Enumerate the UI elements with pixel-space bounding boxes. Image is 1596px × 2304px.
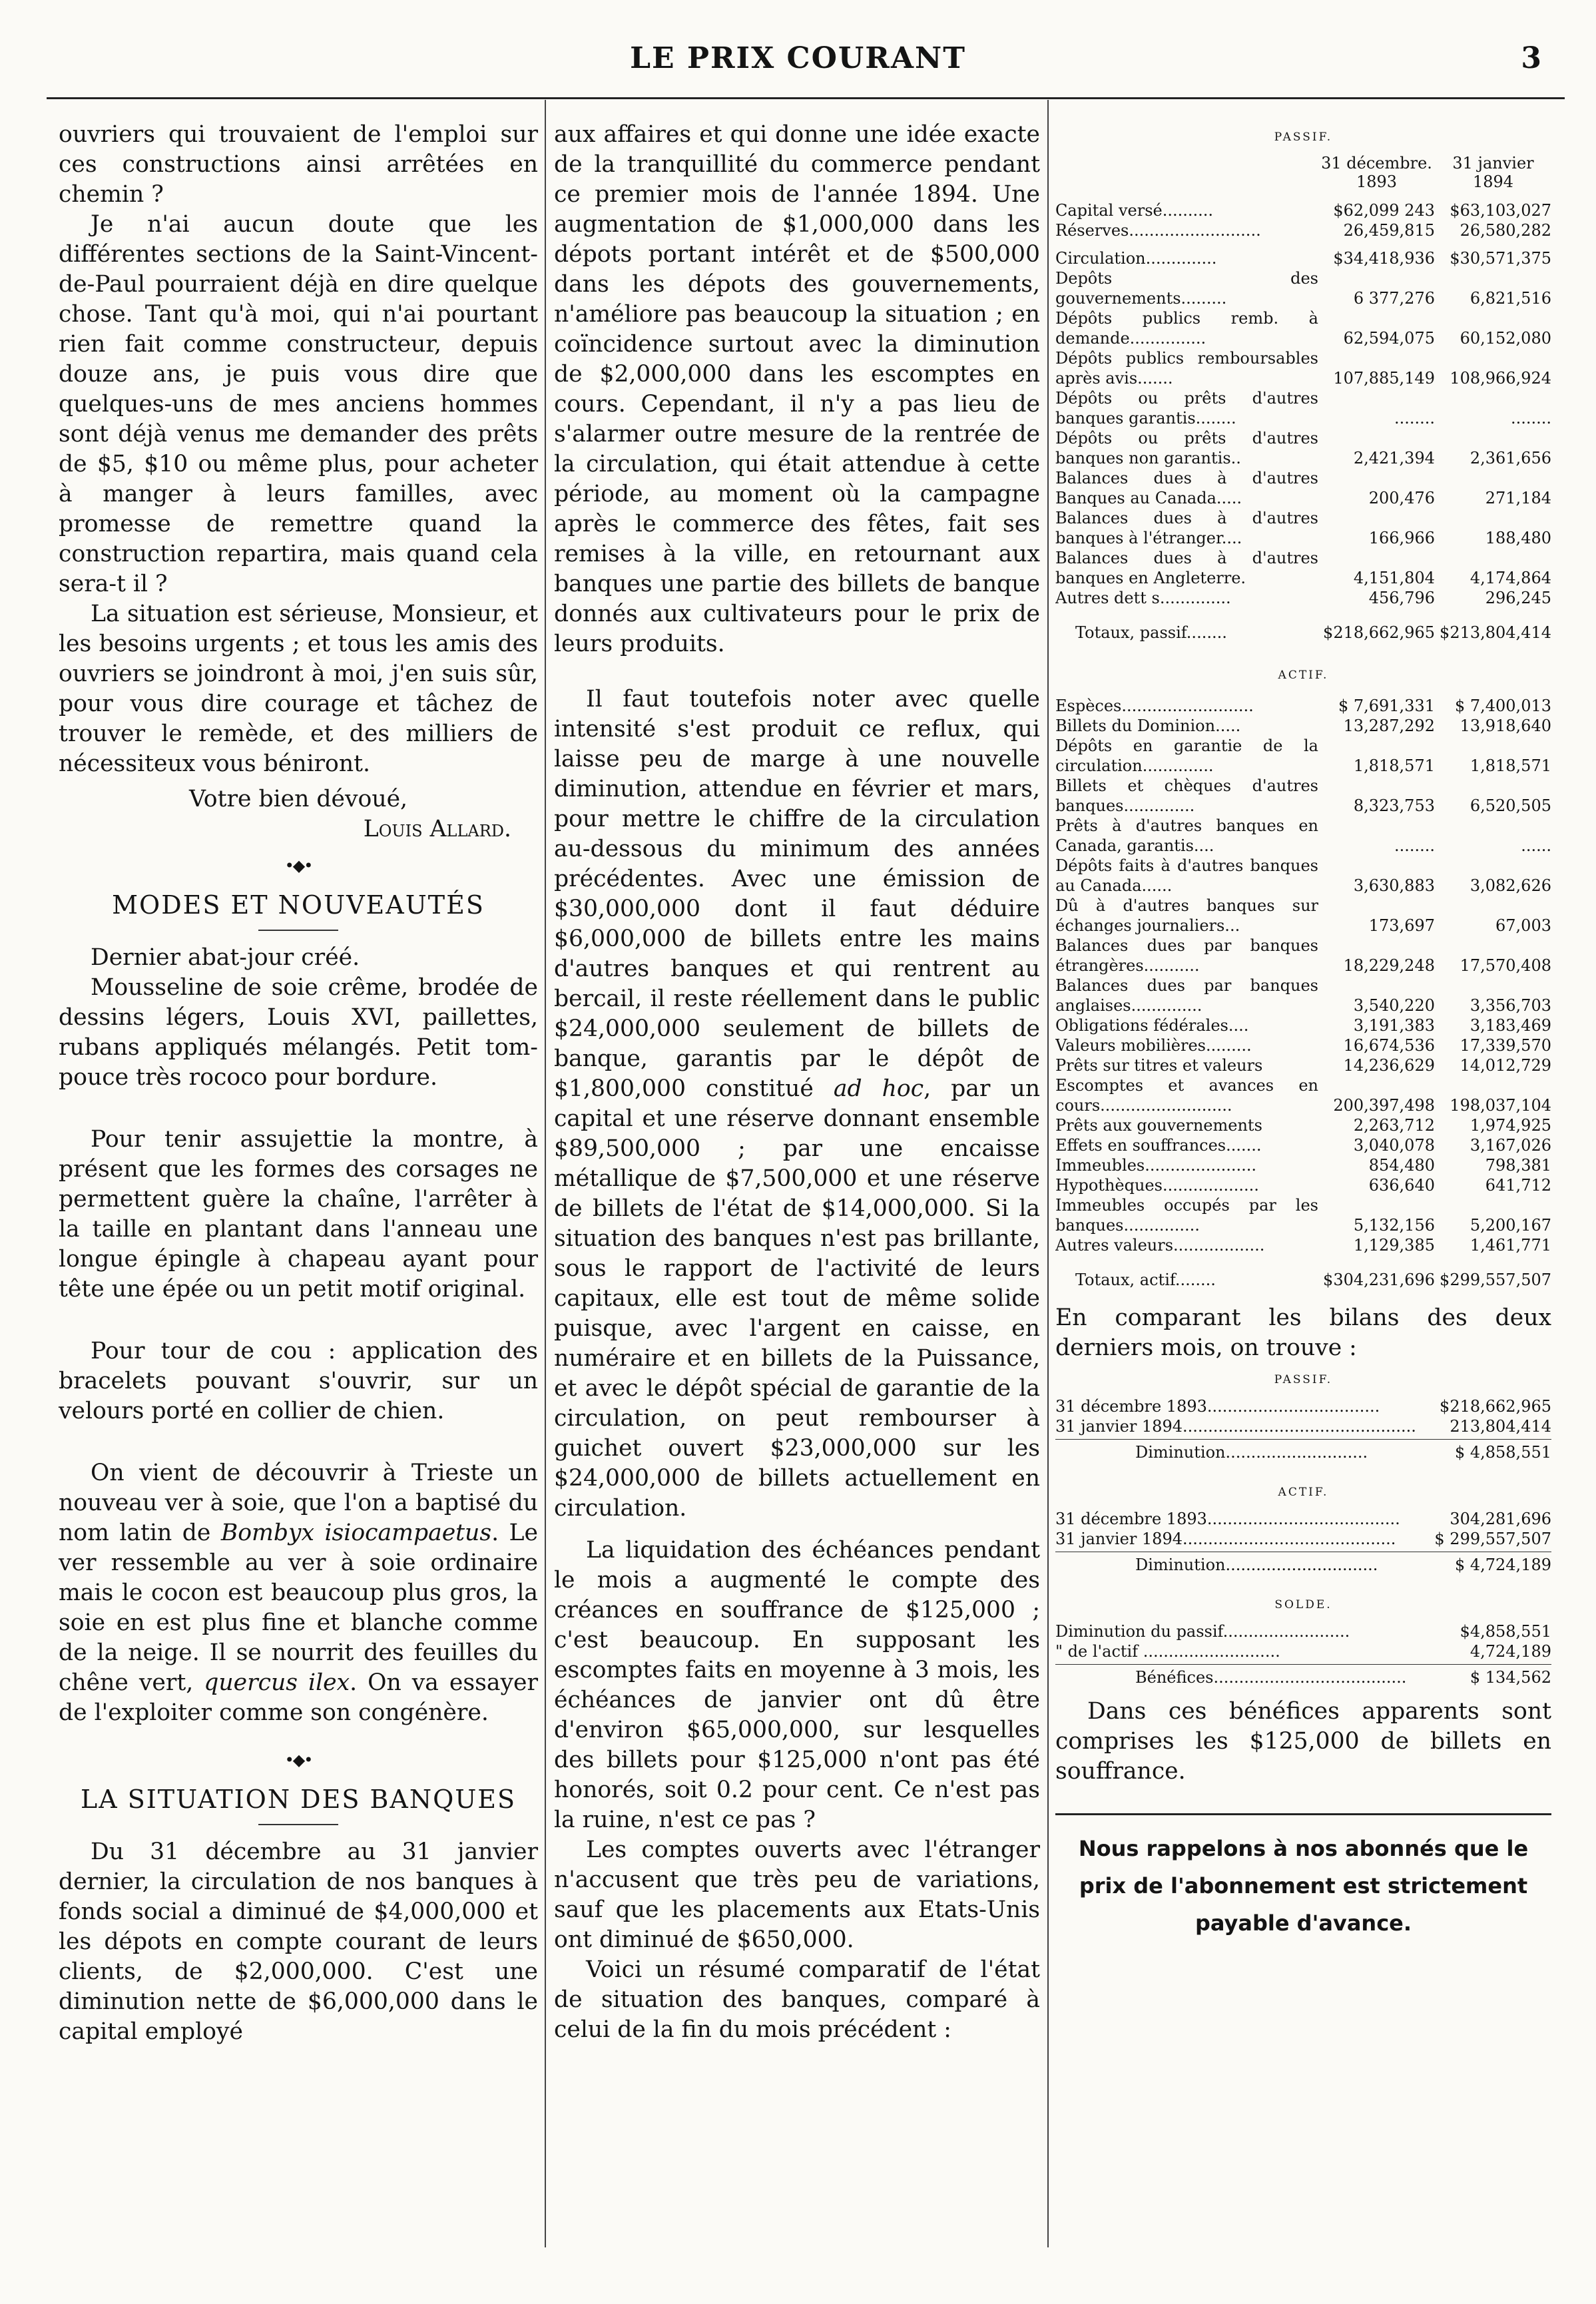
- row-label: Immeubles occupés par les banques...............: [1055, 1196, 1318, 1235]
- value-jan-1894: 60,152,080: [1460, 329, 1551, 348]
- value-jan-1894: 14,012,729: [1460, 1056, 1551, 1075]
- row-label: Dépôts faits à d'autres banques au Canada......: [1055, 856, 1318, 895]
- table-row-passif: [1055, 248, 1551, 268]
- ornament-divider: •◆•: [284, 856, 312, 875]
- cmp-actif-list: [1055, 1509, 1551, 1549]
- value-jan-1894: $63,103,027: [1450, 201, 1551, 220]
- value-dec-1893: 107,885,149: [1333, 369, 1435, 388]
- table-row-actif: [1055, 1015, 1551, 1035]
- column-divider-2: [1047, 100, 1049, 2247]
- banks-paragraph: [554, 685, 1040, 1524]
- section-rule: [258, 1824, 338, 1825]
- table-row-passif: [1055, 548, 1551, 588]
- value-dec-1893: $ 7,691,331: [1338, 697, 1435, 715]
- table-row-actif: [1055, 1235, 1551, 1255]
- row-label: Immeubles......................: [1055, 1156, 1257, 1175]
- row-value: $218,662,965: [1440, 1397, 1551, 1416]
- row-label: Depôts des gouvernements.........: [1055, 269, 1318, 308]
- value-dec-1893: 200,397,498: [1333, 1096, 1435, 1115]
- row-label: Valeurs mobilières.........: [1055, 1036, 1252, 1055]
- row-label: Balances dues par banques anglaises..............: [1055, 976, 1318, 1015]
- table-row-actif: [1055, 1135, 1551, 1155]
- value-jan-1894: 798,381: [1485, 1156, 1551, 1175]
- value-jan-1894: 5,200,167: [1469, 1216, 1551, 1235]
- row-spacer: [1055, 240, 1551, 248]
- value-dec-1893: 26,459,815: [1343, 221, 1435, 240]
- table-row-actif: [1055, 936, 1551, 976]
- value-dec-1893: 1,129,385: [1353, 1236, 1435, 1255]
- fashion-paragraph: Pour tenir assujettie la montre, à présent que les formes des corsages ne permettent guère la chaîne, l'arrêter à la taille en plantant dans l'anneau une longue épingle à chapeau ayant pour tête une épée ou un petit motif original.: [59, 1126, 538, 1302]
- row-value: 304,281,696: [1450, 1510, 1551, 1528]
- letter-paragraph: La situation est sérieuse, Monsieur, et les besoins urgents ; et tous les amis des ouvriers se joindront à moi, j'en suis sûr, pour vous dire courage et tâchez de trouver le remède, et des milliers de nécessiteux vous béniront.: [59, 601, 538, 777]
- row-label: Diminution du passif.........................: [1055, 1622, 1350, 1641]
- solde-row: [1055, 1621, 1551, 1641]
- value-jan-1894: 1,461,771: [1469, 1236, 1551, 1255]
- section-title-modes: MODES ET NOUVEAUTÉS: [112, 890, 485, 920]
- row-label: " de l'actif ...........................: [1055, 1642, 1280, 1661]
- passif-table: [1055, 200, 1551, 608]
- column-divider-1: [545, 100, 546, 2247]
- table-row-passif: [1055, 220, 1551, 240]
- row-label: Dépôts en garantie de la circulation..............: [1055, 736, 1318, 775]
- table-row-actif: [1055, 736, 1551, 776]
- table-heading-actif: ACTIF.: [1278, 669, 1329, 682]
- cmp-passif-diminution: [1055, 1442, 1551, 1462]
- subscription-notice: Nous rappelons à nos abonnés que le prix de l'abonnement est strictement payable d'avance.: [1055, 1813, 1551, 1942]
- value-dec-1893: 8,323,753: [1353, 796, 1435, 815]
- row-label: Billets du Dominion.....: [1055, 717, 1241, 735]
- value-dec-1893: 3,040,078: [1353, 1136, 1435, 1155]
- row-label: Dépôts ou prêts d'autres banques garantis........: [1055, 389, 1318, 428]
- diminution-label: Diminution............................: [1135, 1443, 1368, 1462]
- row-label: Dépôts publics remb. à demande...............: [1055, 309, 1318, 348]
- table-row-actif: [1055, 1075, 1551, 1115]
- table-row-total-passif: [1055, 623, 1551, 643]
- value-jan-1894: ........: [1510, 409, 1551, 428]
- total-value-jan: $299,557,507: [1440, 1271, 1551, 1289]
- value-jan-1894: ......: [1521, 836, 1551, 855]
- diminution-value: $ 4,724,189: [1454, 1556, 1551, 1574]
- row-value: 213,804,414: [1450, 1417, 1551, 1436]
- total-value-dec: $304,231,696: [1323, 1271, 1435, 1289]
- value-dec-1893: 18,229,248: [1343, 956, 1435, 975]
- value-jan-1894: 271,184: [1485, 489, 1551, 507]
- value-jan-1894: $30,571,375: [1450, 249, 1551, 268]
- value-dec-1893: 1,818,571: [1353, 756, 1435, 775]
- value-jan-1894: 3,356,703: [1469, 996, 1551, 1015]
- ornament-divider: •◆•: [284, 1751, 312, 1769]
- letter-paragraph: ouvriers qui trouvaient de l'emploi sur ces constructions ainsi arrêtées en chemin ?: [59, 121, 538, 208]
- row-label: Autres dett s..............: [1055, 589, 1231, 607]
- value-jan-1894: 17,570,408: [1460, 956, 1551, 975]
- value-dec-1893: 854,480: [1368, 1156, 1435, 1175]
- row-label: Billets et chèques d'autres banques..............: [1055, 776, 1318, 815]
- table-row-passif: [1055, 468, 1551, 508]
- row-value: 4,724,189: [1469, 1642, 1551, 1661]
- solde-benefices: [1055, 1667, 1551, 1687]
- cmp-passif-list: [1055, 1396, 1551, 1436]
- header-rule: [47, 97, 1565, 99]
- value-jan-1894: 296,245: [1485, 589, 1551, 607]
- row-label: Autres valeurs..................: [1055, 1236, 1265, 1255]
- value-jan-1894: 188,480: [1485, 529, 1551, 547]
- table-row-actif: [1055, 776, 1551, 816]
- value-dec-1893: 3,630,883: [1353, 876, 1435, 895]
- table-row-passif: [1055, 308, 1551, 348]
- value-dec-1893: 16,674,536: [1343, 1036, 1435, 1055]
- table-row-actif: [1055, 1195, 1551, 1235]
- benefices-label: Bénéfices......................................: [1135, 1668, 1407, 1687]
- fashion-paragraph: Pour tour de cou : application des bracelets pouvant s'ouvrir, sur un velours porté en collier de chien.: [59, 1338, 538, 1424]
- row-label: Prêts sur titres et valeurs: [1055, 1056, 1263, 1075]
- value-jan-1894: 6,520,505: [1469, 796, 1551, 815]
- section-title-banques: LA SITUATION DES BANQUES: [80, 1785, 517, 1814]
- total-label: Totaux, actif........: [1075, 1271, 1216, 1289]
- cmp-actif-diminution: [1055, 1555, 1551, 1575]
- cmp-heading-passif: PASSIF.: [1274, 1373, 1333, 1386]
- value-jan-1894: 198,037,104: [1450, 1096, 1551, 1115]
- actif-table: [1055, 696, 1551, 1255]
- value-jan-1894: 26,580,282: [1460, 221, 1551, 240]
- column-1: [59, 120, 538, 2047]
- column-2: [554, 120, 1040, 2045]
- table-row-passif: [1055, 428, 1551, 468]
- value-jan-1894: 641,712: [1485, 1176, 1551, 1195]
- page-number: 3: [1521, 41, 1541, 75]
- table-row-passif: [1055, 588, 1551, 608]
- value-jan-1894: 3,167,026: [1469, 1136, 1551, 1155]
- value-jan-1894: 67,003: [1495, 916, 1551, 935]
- row-label: Obligations fédérales....: [1055, 1016, 1249, 1035]
- table-row-actif: [1055, 816, 1551, 856]
- value-dec-1893: 4,151,804: [1353, 569, 1435, 587]
- value-dec-1893: $34,418,936: [1333, 249, 1435, 268]
- value-dec-1893: ........: [1394, 409, 1435, 428]
- value-dec-1893: 14,236,629: [1343, 1056, 1435, 1075]
- letter-signature: Louis Allard.: [363, 816, 511, 842]
- table-row-actif: [1055, 716, 1551, 736]
- table-row-actif: [1055, 696, 1551, 716]
- banks-paragraph: Du 31 décembre au 31 janvier dernier, la circulation de nos banques à fonds social a diminué de $4,000,000 et les dépots en compte courant de leurs clients, de $2,000,000. C'est une diminution nette de $6,000,000 dans le capital employé: [59, 1839, 538, 2045]
- table-row-actif: [1055, 1115, 1551, 1135]
- fashion-paragraph-silkworm: [59, 1458, 538, 1728]
- text-run: , par un capital et une réserve donnant ensemble $89,500,000 ; par une encaisse métallique de $7,500,000 et une réserve de billets de l'état de $14,000,000. Si la situation des banques n'est pas brillante, sous le rapport de l'activité de leurs capitaux, elle est tout de même solide puisque, avec l'argent en caisse, en numéraire et en billets de la Puissance, et avec le dépôt spécial de garantie de la circulation, on peut rembourser à guichet ouvert $23,000,000 sur les $24,000,000 de billets actuellement en circulation.: [554, 1075, 1041, 1522]
- cmp-heading-actif: ACTIF.: [1278, 1486, 1329, 1499]
- value-dec-1893: 3,540,220: [1353, 996, 1435, 1015]
- text-run: Il faut toutefois noter avec quelle intensité s'est produit ce reflux, qui laisse peu de marge à une nouvelle diminution, attendue en février et mars, pour mettre le chiffre de la circulation au-dessous du minimum des années précédentes. Avec une émission de $30,000,000 dont il faut déduire $6,000,000 de billets entre les mains d'autres banques et qui rentrent au bercail, il reste réellement dans le public $24,000,000 seulement de billets de banque, garantis par le dépôt de $1,800,000 constitué: [554, 686, 1040, 1102]
- value-dec-1893: $62,099 243: [1333, 201, 1435, 220]
- row-label: Espèces..........................: [1055, 697, 1254, 715]
- row-label: 31 janvier 1894..............................................: [1055, 1417, 1416, 1436]
- table-row-actif: [1055, 976, 1551, 1015]
- table-row-actif: [1055, 896, 1551, 936]
- value-dec-1893: 200,476: [1368, 489, 1435, 507]
- value-dec-1893: 166,966: [1368, 529, 1435, 547]
- cmp-row: [1055, 1529, 1551, 1549]
- banks-paragraph: aux affaires et qui donne une idée exacte de la tranquillité du commerce pendant ce premier mois de l'année 1894. Une augmentation de $1,000,000 dans les dépots portant intérêt et de $500,000 dans les dépots des gouvernements, n'améliore pas beaucoup la situation ; en coïncidence surtout avec la diminution de $2,000,000 dans les escomptes en cours. Cependant, il n'y a pas lieu de s'alarmer outre mesure de la rentrée de la circulation, qui était attendue à cette période, au moment où la campagne après le commerce des fêtes, fait ses remises à la ville, en retournant aux banques une partie des billets de banque donnés aux cultivateurs pour le prix de leurs produits.: [554, 121, 1040, 657]
- row-label: Escomptes et avances en cours..........................: [1055, 1076, 1318, 1115]
- latin-term: ad hoc: [833, 1075, 924, 1102]
- row-label: Capital versé..........: [1055, 201, 1214, 220]
- table-row-actif: [1055, 1175, 1551, 1195]
- banks-paragraph: Les comptes ouverts avec l'étranger n'accusent que très peu de variations, sauf que les placements aux Etats-Unis ont diminué de $650,000.: [554, 1837, 1040, 1953]
- table-row-actif: [1055, 856, 1551, 896]
- row-label: Effets en souffrances.......: [1055, 1136, 1262, 1155]
- table-row-total-actif: [1055, 1270, 1551, 1290]
- table-heading-passif: PASSIF.: [1274, 131, 1333, 144]
- value-dec-1893: 3,191,383: [1353, 1016, 1435, 1035]
- value-dec-1893: 5,132,156: [1353, 1216, 1435, 1235]
- diminution-value: $ 4,858,551: [1454, 1443, 1551, 1462]
- value-jan-1894: 3,082,626: [1469, 876, 1551, 895]
- value-jan-1894: $ 7,400,013: [1454, 697, 1551, 715]
- row-label: Balances dues à d'autres Banques au Canada.....: [1055, 469, 1318, 507]
- row-label: Prêts aux gouvernements: [1055, 1116, 1262, 1135]
- value-dec-1893: 456,796: [1368, 589, 1435, 607]
- row-label: Balances dues à d'autres banques à l'étranger....: [1055, 509, 1318, 547]
- value-dec-1893: 62,594,075: [1343, 329, 1435, 348]
- table-row-actif: [1055, 1035, 1551, 1055]
- banks-paragraph: La liquidation des échéances pendant le mois a augmenté le compte des créances en souffrance de $125,000 ; c'est beaucoup. En supposant les escomptes faits en moyenne à 3 mois, les échéances de janvier ont dû être d'environ $65,000,000, sur lesquelles des billets pour $125,000 n'ont pas été honorés, soit 0.2 pour cent. Ce n'est pas la ruine, n'est ce pas ?: [554, 1537, 1040, 1833]
- page-header: [0, 41, 1596, 81]
- value-dec-1893: 2,263,712: [1353, 1116, 1435, 1135]
- row-label: 31 décembre 1893..................................: [1055, 1397, 1380, 1416]
- row-label: Dépôts publics remboursables après avis.......: [1055, 349, 1318, 388]
- total-value-dec: $218,662,965: [1323, 623, 1435, 642]
- latin-name: quercus ilex: [204, 1669, 350, 1696]
- value-jan-1894: 108,966,924: [1450, 369, 1551, 388]
- value-dec-1893: 2,421,394: [1353, 449, 1435, 467]
- table-row-passif: [1055, 268, 1551, 308]
- value-jan-1894: 17,339,570: [1460, 1036, 1551, 1055]
- row-value: $ 299,557,507: [1434, 1530, 1551, 1548]
- value-jan-1894: 6,821,516: [1469, 289, 1551, 308]
- value-dec-1893: 636,640: [1368, 1176, 1435, 1195]
- row-value: $4,858,551: [1460, 1622, 1551, 1641]
- cmp-row: [1055, 1396, 1551, 1416]
- row-label: Dû à d'autres banques sur échanges journaliers...: [1055, 896, 1318, 935]
- value-dec-1893: 6 377,276: [1353, 289, 1435, 308]
- table-row-passif: [1055, 348, 1551, 388]
- fashion-paragraph: Mousseline de soie crême, brodée de dessins légers, Louis XVI, paillettes, rubans appliqués mélangés. Petit tom-pouce très rococo pour bordure.: [59, 974, 538, 1091]
- letter-closing: Votre bien dévoué,: [188, 786, 408, 812]
- column-header-date2: 31 janvier 1894: [1452, 154, 1534, 191]
- row-label: 31 janvier 1894..........................................: [1055, 1530, 1396, 1548]
- text-run: . Le ver ressemble au ver à soie ordinaire mais le cocon est beaucoup plus gros, la soie en est plus fine et blanche comme de la neige. Il se nourrit des feuilles du chêne vert,: [59, 1520, 538, 1696]
- table-row-passif: [1055, 388, 1551, 428]
- row-label: Balances dues à d'autres banques en Angleterre.: [1055, 549, 1318, 587]
- value-jan-1894: 1,818,571: [1469, 756, 1551, 775]
- fashion-paragraph: Dernier abat-jour créé.: [91, 944, 360, 971]
- value-jan-1894: 1,974,925: [1469, 1116, 1551, 1135]
- table-date-header: [1055, 154, 1551, 191]
- latin-name: Bombyx isiocampaetus: [220, 1520, 492, 1546]
- value-jan-1894: 3,183,469: [1469, 1016, 1551, 1035]
- row-label: 31 décembre 1893......................................: [1055, 1510, 1400, 1528]
- total-value-jan: $213,804,414: [1440, 623, 1551, 642]
- value-jan-1894: 4,174,864: [1469, 569, 1551, 587]
- row-label: Circulation..............: [1055, 249, 1217, 268]
- solde-list: [1055, 1621, 1551, 1661]
- letter-paragraph: Je n'ai aucun doute que les différentes sections de la Saint-Vincent-de-Paul pourraient déjà en dire quelque chose. Tant qu'à moi, qui n'ai pourtant rien fait comme constructeur, depuis douze ans, je puis vous dire que quelques-uns de mes anciens hommes sont déjà venus me demander des prêts de $5, $10 ou même plus, pour acheter à manger à leurs familles, avec promesse de remettre quand la construction repartira, mais quand cela sera-t il ?: [59, 211, 538, 597]
- cmp-row: [1055, 1416, 1551, 1436]
- table-row-actif: [1055, 1155, 1551, 1175]
- banks-paragraph: Voici un résumé comparatif de l'état de situation des banques, comparé à celui de la fin du mois précédent :: [554, 1956, 1040, 2043]
- column-header-date1: 31 décembre. 1893: [1321, 154, 1432, 191]
- section-rule: [258, 930, 338, 931]
- comparison-intro: En comparant les bilans des deux derniers mois, on trouve :: [1055, 1304, 1551, 1361]
- row-label: Dépôts ou prêts d'autres banques non garantis..: [1055, 429, 1318, 467]
- benefices-note: Dans ces bénéfices apparents sont comprises les $125,000 de billets en souffrance.: [1055, 1698, 1551, 1785]
- diminution-label: Diminution..............................: [1135, 1556, 1378, 1574]
- newspaper-title: LE PRIX COURANT: [630, 41, 966, 75]
- row-label: Réserves..........................: [1055, 221, 1261, 240]
- value-jan-1894: 2,361,656: [1469, 449, 1551, 467]
- value-dec-1893: 173,697: [1368, 916, 1435, 935]
- value-jan-1894: 13,918,640: [1460, 717, 1551, 735]
- table-row-passif: [1055, 200, 1551, 220]
- row-label: Prêts à d'autres banques en Canada, garantis....: [1055, 816, 1318, 855]
- row-label: Hypothèques...................: [1055, 1176, 1259, 1195]
- total-label: Totaux, passif........: [1075, 623, 1227, 642]
- text-run: On vient de découvrir à Trieste un nouveau ver à soie, que l'on a baptisé du nom latin de: [59, 1460, 538, 1546]
- cmp-row: [1055, 1509, 1551, 1529]
- cmp-heading-solde: SOLDE.: [1274, 1598, 1332, 1611]
- table-row-passif: [1055, 508, 1551, 548]
- row-label: Balances dues par banques étrangères...........: [1055, 936, 1318, 975]
- text-run: . On va essayer de l'exploiter comme son congénère.: [59, 1669, 538, 1726]
- value-dec-1893: 13,287,292: [1343, 717, 1435, 735]
- value-dec-1893: ........: [1394, 836, 1435, 855]
- benefices-value: $ 134,562: [1469, 1668, 1551, 1687]
- table-row-actif: [1055, 1055, 1551, 1075]
- solde-row: [1055, 1641, 1551, 1661]
- column-3: [1055, 123, 1551, 1942]
